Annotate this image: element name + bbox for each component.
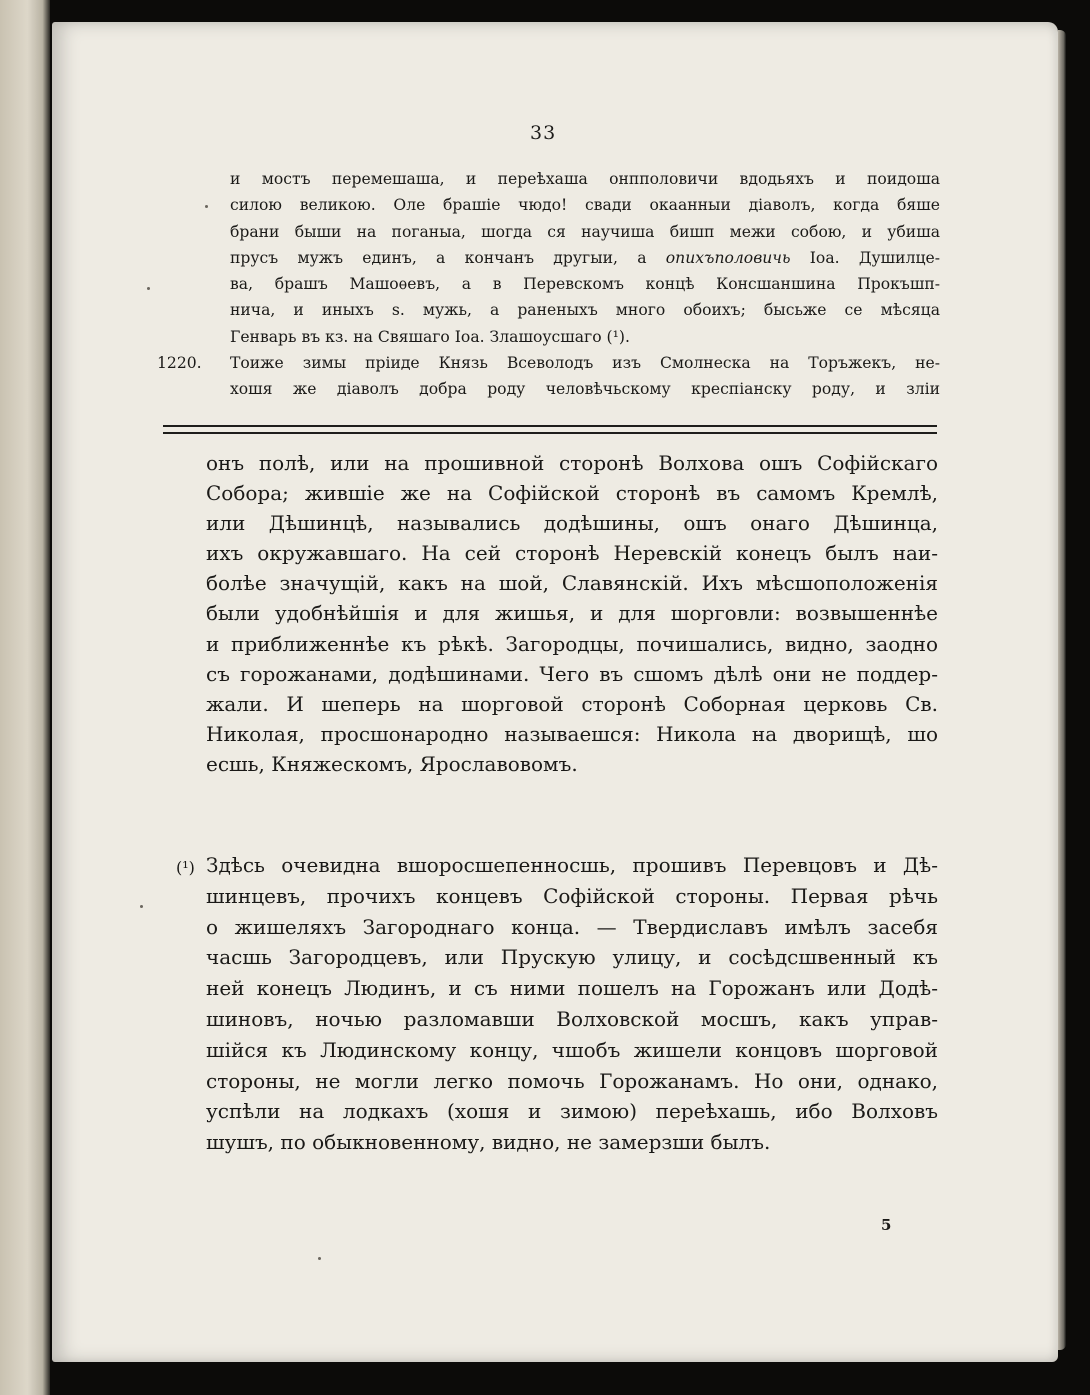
paper-speck: [318, 1257, 321, 1260]
main-text-line: онъ полѣ, или на прошивной сторонѣ Волхова ошъ Софiйскаго: [206, 451, 938, 475]
page-number: 33: [530, 122, 557, 144]
main-text-line: съ горожанами, додѣшинами. Чего въ сшомъ дѣлѣ они не поддер-: [206, 661, 938, 686]
chronicle-line: нича, и иныхъ s. мужь, а раненыхъ много обоихъ; бысьже се мѣсяца: [230, 301, 940, 320]
paper-speck: [140, 905, 143, 908]
chronicle-excerpt: [230, 166, 940, 403]
footnote-line: о жишеляхъ Загороднаго конца. — Твердиславъ имѣлъ засебя: [206, 914, 938, 939]
chronicle-italic-name: опихъполовичь: [665, 248, 791, 267]
footnote-line: успѣли на лодкахъ (хошя и зимою) переѣхашь, ибо Волховъ: [206, 1099, 938, 1124]
paper-speck: [147, 287, 150, 290]
chronicle-line-4-head: прусъ мужъ единъ, а кончанъ другыи, а: [230, 248, 647, 267]
separator-rule-thick: [163, 425, 937, 427]
chronicle-line: и мостъ перемешаша, и переѣхаша онпполовичи вдодьяхъ и поидоша: [230, 170, 940, 188]
footnote-line: шушъ, по обыкновенному, видно, не замерзши былъ.: [206, 1130, 771, 1155]
main-text-line: и приближеннѣе къ рѣкѣ. Загородцы, почишались, видно, заодно: [206, 631, 938, 656]
footnote-line: шиновъ, ночью разломавши Волховской мосшъ, какъ управ-: [206, 1006, 938, 1031]
main-text: [206, 448, 938, 779]
footnote-line: шiйся къ Людинскому концу, чшобъ жишели концовъ шорговой: [206, 1037, 938, 1062]
footnote-line: Здѣсь очевидна вшоросшепенносшь, прошивъ Перевцовъ и Дѣ-: [206, 853, 938, 877]
main-text-line: были удобнѣйшiя и для жишья, и для шорговли: возвышеннѣе: [206, 601, 938, 626]
footnote: [206, 850, 938, 1158]
main-text-line: Собора; жившiе же на Софiйской сторонѣ въ самомъ Кремлѣ,: [206, 481, 938, 506]
footnote-line: стороны, не могли легко помочь Горожанамъ. Но они, однако,: [206, 1068, 938, 1093]
paper-speck: [205, 205, 208, 208]
chronicle-line: силою великою. Оле брашiе чюдо! свади окаанныи дiаволъ, когда бяше: [230, 196, 940, 215]
facing-page-edge: [0, 0, 50, 1395]
chronicle-line: брани быши на поганыа, шогда ся научиша бишп межи собою, и убиша: [230, 222, 940, 241]
chronicle-line-4-tail: Іоа. Душилце-: [790, 248, 940, 267]
chronicle-year: 1220.: [157, 354, 202, 372]
page-fore-edge: [1058, 30, 1066, 1350]
footnote-line: ней конецъ Людинъ, и съ ними пошелъ на Горожанъ или Додѣ-: [206, 976, 938, 1001]
main-text-line: Николая, просшонародно называешся: Никола на дворищѣ, шо: [206, 721, 938, 746]
main-text-line: болѣе значущiй, какъ на шой, Славянскiй. Ихъ мѣсшоположенiя: [206, 571, 938, 596]
footnote-marker: (¹): [176, 858, 195, 877]
main-text-line: ихъ окружавшаго. На сей сторонѣ Неревскiй конецъ былъ наи-: [206, 541, 938, 566]
chronicle-line: Генварь въ кз. на Свяшаго Іоа. Злашоусшаго (¹).: [230, 327, 630, 346]
chronicle-line: ва, брашъ Машоѳевъ, а в Перевскомъ концѣ Консшаншина Прокъшп-: [230, 275, 940, 294]
main-text-line: есшь, Княжескомъ, Ярославовомъ.: [206, 751, 578, 776]
main-text-line: жали. И шеперь на шорговой сторонѣ Соборная церковь Св.: [206, 691, 938, 716]
footnote-line: шинцевъ, прочихъ концевъ Софiйской стороны. Первая рѣчь: [206, 883, 938, 908]
separator-rule-thin: [163, 432, 937, 434]
chronicle-line-4: [230, 245, 940, 271]
chronicle-line: хошя же дiаволъ добра роду человѣчьскому креспiанску роду, и злiи: [230, 380, 940, 399]
footnote-line: часшь Загородцевъ, или Прускую улицу, и сосѣдсшвенный къ: [206, 945, 938, 970]
main-text-line: или Дѣшинцѣ, назывались додѣшины, ошъ онаго Дѣшинца,: [206, 511, 938, 536]
signature-mark: 5: [881, 1216, 892, 1234]
chronicle-line: Тоиже зимы прiиде Князь Всеволодъ изъ Смолнеска на Торъжекъ, не-: [230, 354, 940, 373]
